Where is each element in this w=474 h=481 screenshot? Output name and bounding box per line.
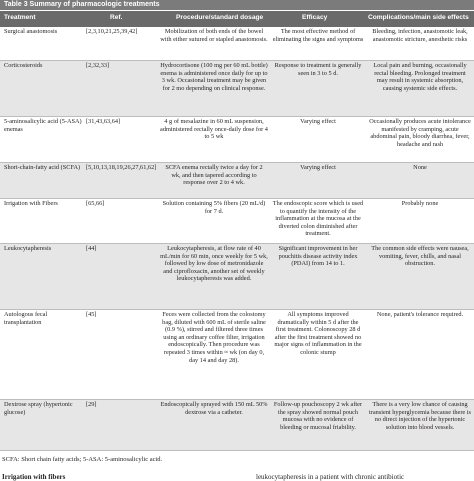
table-footnote: SCFA: Short chain fatty acids; 5-ASA: 5-aminosalicylic acid. xyxy=(2,456,163,463)
table-row xyxy=(0,199,474,244)
cell-efficacy: Varying effect xyxy=(300,164,336,171)
cell-efficacy: All symptoms improved dramatically within 5 d after the first treatment. Colonoscopy 28 d after the first treatment showed no major signs of inflammation in the colonic stump xyxy=(274,311,362,356)
header-efficacy: Efficacy xyxy=(302,14,328,21)
cell-efficacy: Response to treatment is generally seen in 3 to 5 d. xyxy=(274,62,362,77)
cell-complications: Occasionally produces acute intolerance manifested by cramping, acute abdominal pain, bloody diarrhea, fever, headache and rash xyxy=(369,118,471,148)
cell-treatment: Irrigation with Fibers xyxy=(4,200,58,207)
header-treatment: Treatment xyxy=(4,14,36,21)
table-header xyxy=(0,10,474,27)
cell-ref: [29] xyxy=(86,401,97,408)
cell-procedure: SCFA enema rectally twice a day for 2 wk, and then tapered according to response over 2 to 4 wk. xyxy=(165,164,263,187)
cell-ref: [65,66] xyxy=(86,200,105,207)
cell-procedure: Solution containing 5% fibers (20 mL/d) for 7 d. xyxy=(162,200,266,215)
cell-ref: [44] xyxy=(86,245,97,252)
cell-complications: The common side effects were nausea, vomiting, fever, chills, and nasal obstruction. xyxy=(371,245,469,268)
cell-ref: [5,10,13,18,19,26,27,61,62] xyxy=(86,164,157,171)
cell-efficacy: The endoscopic score which is used to quantify the intensity of the inflammation at the mucosa at the diverted colon diminished after treatment. xyxy=(272,200,364,238)
cell-treatment: Short-chain-fatty acid (SCFA) xyxy=(4,164,81,171)
cell-ref: [31,43,63,64] xyxy=(86,118,121,125)
section-heading: Irrigation with fibers xyxy=(2,473,66,481)
cell-efficacy: Varying effect xyxy=(300,118,336,125)
cell-treatment: Leukocytapheresis xyxy=(4,245,52,252)
cell-complications: Local pain and burning, occasionally rectal bleeding. Prolonged treatment may result in systemic absorption, causing systemic side effects. xyxy=(373,62,467,92)
cell-procedure: Feces were collected from the colostomy bag, diluted with 600 mL of sterile saline (0.9 %), stirred and filtered three times using an ordinary coffee filter, irrigation endoscopically. Then procedure was repeated 3 times within ≈ wk (on day 0, day 14 and day 28). xyxy=(162,311,266,364)
header-ref: Ref. xyxy=(110,14,123,21)
cell-efficacy: Follow-up pouchoscopy 2 wk after the spray showed normal pouch mucosa with no evidence of bleeding or mucosal friability. xyxy=(273,401,363,431)
cell-ref: [2,3,10,21,25,39,42] xyxy=(86,28,138,35)
table-row xyxy=(0,244,474,310)
table-row xyxy=(0,400,474,451)
table-caption: Table 3 Summary of pharmacologic treatments xyxy=(0,0,474,10)
cell-complications: There is a very low chance of causing transient hyperglycemia because there is no direct injection of the hypertonic solution into blood vessels. xyxy=(369,401,471,431)
cell-procedure: Hydrocortisone (100 mg per 60 mL bottle) enema is administered once daily for up to 3 wk. Occasional treatment may be given for 2 mo depending on clinical response. xyxy=(160,62,268,92)
cell-treatment: Autologous fecal transplantation xyxy=(4,311,48,326)
cell-efficacy: Significant improvement in her pouchitis disease activity index (PDAI) from 14 to 1. xyxy=(278,245,358,268)
cell-procedure: Endoscopically sprayed with 150 mL 50% dextrose via a catheter. xyxy=(160,401,268,416)
cell-procedure: Leukocytapheresis, at flow rate of 40 mL/min for 60 min, once weekly for 5 wk, followed by low dose of metronidazole and ciprofloxacin, another set of weekly leukocytapheresis was added. xyxy=(160,245,268,283)
cell-ref: [45] xyxy=(86,311,97,318)
cell-treatment: Surgical anastomosis xyxy=(4,28,58,35)
cell-treatment: 5-aminosalicylic acid (5-ASA) enemas xyxy=(4,118,82,133)
cell-efficacy: The most effective method of eliminating the signs and symptoms xyxy=(272,28,364,43)
header-procedure: Procedure/standard dosage xyxy=(176,14,264,21)
cell-complications: Bleeding, infection, anastomotic leak, anastomotic stricture, anesthetic risks xyxy=(372,28,468,43)
cell-treatment: Corticosteroids xyxy=(4,62,43,69)
cell-treatment: Dextrose spray (hypertonic glucose) xyxy=(4,401,73,416)
table-row xyxy=(0,61,474,117)
header-complications: Complications/main side effects xyxy=(368,14,469,21)
table-row xyxy=(0,117,474,163)
table-row xyxy=(0,27,474,61)
cell-procedure: 4 g of mesalazine in 60 mL suspension, administered rectally once-daily dose for 4 to 5 wk xyxy=(160,118,268,141)
cell-complications: None xyxy=(413,164,427,171)
body-text-fragment: leukocytapheresis in a patient with chronic antibiotic xyxy=(256,473,405,481)
cell-complications: Probably none xyxy=(401,200,439,207)
table-row xyxy=(0,163,474,199)
cell-complications: None, patient's tolerance required. xyxy=(376,311,464,318)
cell-procedure: Mobilization of both ends of the bowel with either sutured or stapled anastomosis. xyxy=(160,28,268,43)
table-row xyxy=(0,310,474,400)
cell-ref: [2,32,33] xyxy=(86,62,110,69)
